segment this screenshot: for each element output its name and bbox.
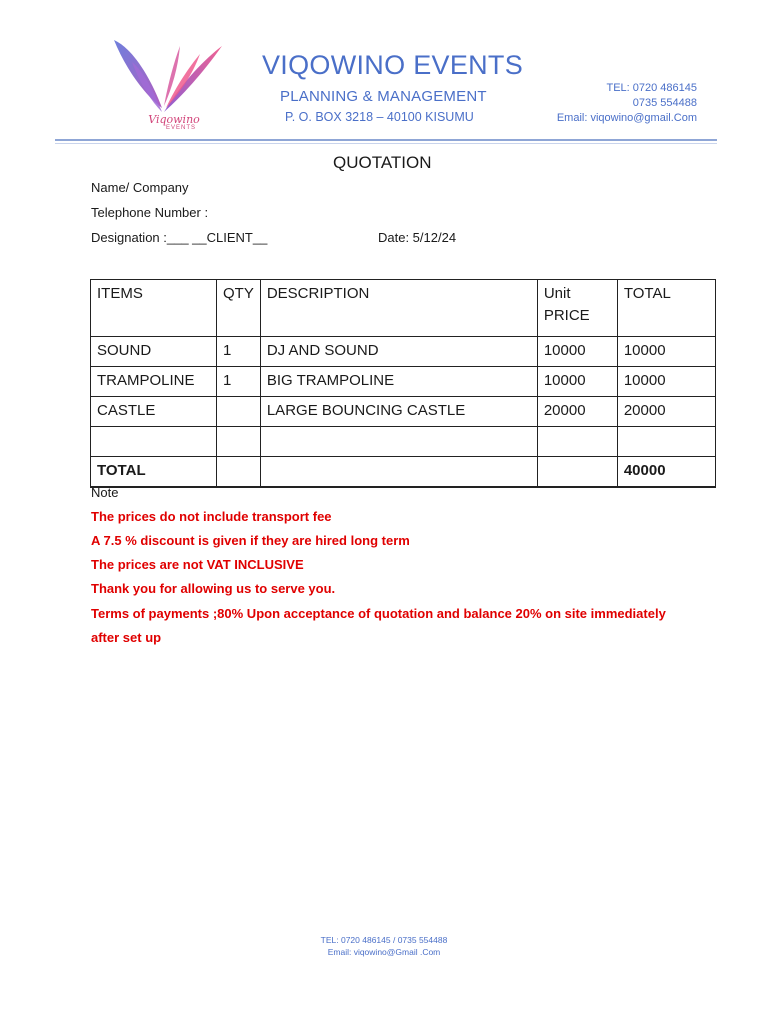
company-address: P. O. BOX 3218 – 40100 KISUMU: [285, 110, 474, 124]
cell-unit-price: 10000: [537, 337, 617, 367]
logo-sub-text: EVENTS: [165, 125, 196, 131]
cell-unit-price: 20000: [537, 397, 617, 427]
cell-empty: [217, 457, 261, 488]
company-tagline: PLANNING & MANAGEMENT: [280, 88, 487, 105]
table-total-row: [91, 457, 716, 488]
logo-script-text: Viqowino: [148, 113, 200, 126]
header-unit-price-line-1: Unit: [543, 285, 571, 302]
cell-qty: [217, 397, 261, 427]
note-line: Thank you for allowing us to serve you.: [91, 581, 336, 596]
cell-unit-price: 10000: [537, 367, 617, 397]
cell-unit-price: [537, 427, 617, 457]
note-line: The prices are not VAT INCLUSIVE: [91, 557, 304, 572]
cell-qty: 1: [217, 367, 261, 397]
cell-description: DJ AND SOUND: [260, 337, 537, 367]
contact-block: [557, 81, 697, 126]
contact-telephone-2: 0735 554488: [632, 97, 697, 109]
telephone-field: Telephone Number :: [91, 205, 209, 220]
note-line: A 7.5 % discount is given if they are hired long term: [91, 533, 410, 548]
contact-telephone: TEL: 0720 486145: [606, 82, 697, 94]
table-row: [91, 397, 716, 427]
cell-empty: [537, 457, 617, 488]
document-title: QUOTATION: [333, 153, 432, 172]
header-items: ITEMS: [91, 280, 217, 337]
header-divider: [55, 139, 717, 141]
note-line: after set up: [91, 630, 162, 645]
quotation-table: [90, 279, 716, 488]
date-field: Date: 5/12/24: [378, 230, 457, 245]
cell-item: TRAMPOLINE: [91, 367, 217, 397]
note-line: Terms of payments ;80% Upon acceptance of quotation and balance 20% on site immediately: [91, 606, 666, 621]
note-line: The prices do not include transport fee: [91, 509, 332, 524]
cell-total: 20000: [617, 397, 715, 427]
header-qty: QTY: [217, 280, 261, 337]
total-label: TOTAL: [91, 457, 217, 488]
header-unit-price-line-2: PRICE: [543, 307, 590, 324]
header-description: DESCRIPTION: [260, 280, 537, 337]
logo-wordmark: [142, 114, 206, 132]
cell-item: SOUND: [91, 337, 217, 367]
cell-empty: [260, 457, 537, 488]
table-row-empty: [91, 427, 716, 457]
designation-field: Designation :___ __CLIENT__: [91, 230, 268, 245]
header-unit-price: [537, 280, 617, 337]
cell-qty: 1: [217, 337, 261, 367]
name-company-field: Name/ Company: [91, 180, 189, 195]
note-label: Note: [91, 485, 119, 500]
cell-total: [617, 427, 715, 457]
table-header-row: [91, 280, 716, 337]
cell-item: [91, 427, 217, 457]
table-row: [91, 337, 716, 367]
cell-description: BIG TRAMPOLINE: [260, 367, 537, 397]
cell-total: 10000: [617, 337, 715, 367]
company-name: VIQOWINO EVENTS: [262, 50, 524, 80]
contact-email: Email: viqowino@gmail.Com: [556, 112, 697, 124]
cell-item: CASTLE: [91, 397, 217, 427]
header-total: TOTAL: [617, 280, 715, 337]
cell-description: [260, 427, 537, 457]
header-divider-thin: [55, 143, 717, 144]
total-value: 40000: [617, 457, 715, 488]
cell-total: 10000: [617, 367, 715, 397]
page-footer: [0, 934, 768, 958]
footer-telephone: TEL: 0720 486145 / 0735 554488: [320, 935, 448, 945]
table-row: [91, 367, 716, 397]
cell-qty: [217, 427, 261, 457]
footer-email: Email: viqowino@Gmail .Com: [327, 947, 441, 957]
cell-description: LARGE BOUNCING CASTLE: [260, 397, 537, 427]
